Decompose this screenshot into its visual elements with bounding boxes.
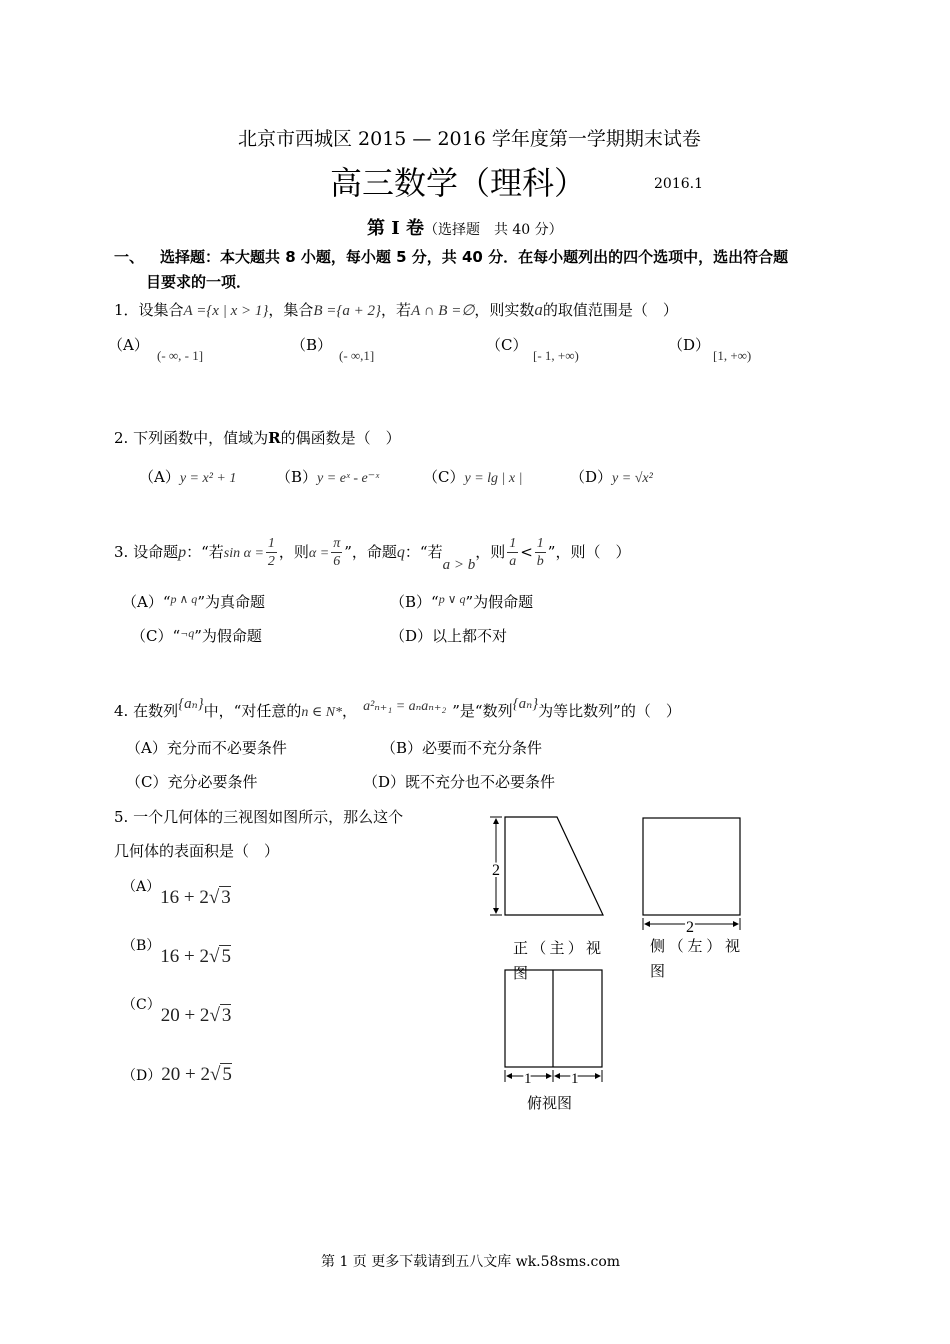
section-instruction-1: 选择题：本大题共 8 小题，每小题 5 分，共 40 分．在每小题列出的四个选项中，选出符合题: [160, 248, 789, 266]
q4-sequence: {aₙ}: [512, 696, 539, 712]
exam-date: 2016.1: [654, 176, 703, 192]
q1-text: ，若: [381, 301, 412, 319]
question-5-line-2: 几何体的表面积是（ ）: [114, 842, 280, 860]
q2-option-label: （B）: [276, 468, 318, 486]
q2-option-label: （C）: [423, 468, 465, 486]
q1-option-d-label: （D）: [668, 336, 711, 354]
fraction-denominator: 2: [267, 554, 275, 569]
q5-option-label: （D）: [122, 1068, 162, 1084]
top-view-dim-label-right: 1: [571, 1071, 579, 1087]
q3-text: ”，命题: [344, 543, 397, 561]
sqrt-sign: √: [208, 887, 220, 908]
front-view-dim-label: 2: [492, 862, 500, 879]
q4-text: 4. 在数列: [114, 702, 179, 720]
top-view-caption: 俯视图: [527, 1096, 573, 1112]
page-footer: 第 1 页 更多下载请到五八文库 wk.58sms.com: [321, 1254, 621, 1270]
q4-text: ，: [342, 702, 358, 720]
sqrt-sign: √: [209, 946, 220, 967]
fraction-denominator: a: [509, 554, 517, 569]
q3-option-label: （C）: [131, 627, 173, 645]
q3-option-symbol: p ∨ q: [438, 592, 466, 606]
side-view-shape: [643, 818, 740, 915]
fraction-numerator: 1: [509, 536, 517, 551]
q3-option-text: ”为假命题: [465, 593, 534, 611]
q3-symbol-q: q: [396, 544, 405, 561]
q3-option-text: ”为真命题: [197, 593, 265, 611]
q2-option-label: （D）: [570, 468, 613, 486]
q3-option-label: （D）: [390, 627, 433, 645]
section-label: 一、: [114, 248, 145, 266]
q4-text: ”是“数列: [452, 702, 513, 720]
fraction-numerator: 1: [267, 536, 275, 551]
q5-option-radicand: 3: [221, 887, 231, 908]
q1-set-b: B ={a + 2}: [313, 303, 382, 319]
q4-option-label: （D）: [363, 773, 406, 791]
q4-option-label: （B）: [381, 739, 423, 757]
q3-option-symbol: p ∧ q: [170, 592, 198, 606]
front-view-shape: [505, 817, 603, 915]
q3-option-text: 以上都不对: [432, 627, 508, 645]
q3-text: ，则: [278, 543, 309, 561]
q3-alpha: α =: [308, 546, 330, 561]
sqrt-sign: √: [209, 1005, 220, 1026]
question-5-line-1: 5. 一个几何体的三视图如图所示，那么这个: [114, 808, 404, 826]
q3-text: ：“若: [186, 543, 224, 561]
q4-option-value: 必要而不充分条件: [422, 739, 543, 757]
q3-text: ”，则（ ）: [547, 543, 631, 561]
q5-option-value: 20 + 2: [160, 1005, 210, 1026]
q4-option-label: （A）: [126, 739, 167, 757]
q5-option-value: 16 + 2: [160, 887, 209, 908]
q3-text: 3. 设命题: [114, 543, 179, 561]
q1-option-a-label: （A）: [108, 336, 149, 354]
q2-option-value: y = x² + 1: [179, 471, 237, 486]
q3-a-greater-b: a > b: [442, 557, 476, 573]
q3-text: ：“若: [404, 543, 443, 561]
q2-real-set: R: [268, 429, 281, 447]
q1-option-c-label: （C）: [486, 336, 528, 354]
top-view-dim-label-left: 1: [524, 1071, 532, 1087]
q5-option-value: 20 + 2: [161, 1064, 210, 1085]
q1-condition: A ∩ B =∅: [411, 303, 475, 319]
fraction-numerator: 1: [536, 536, 544, 551]
q1-option-c-value: [- 1, +∞): [533, 348, 579, 363]
q1-option-b-label: （B）: [291, 336, 333, 354]
q4-n-natural: n ∈ N*: [301, 705, 343, 720]
q3-option-label: （B）: [390, 593, 432, 611]
q1-option-a-value: (- ∞, - 1]: [157, 348, 204, 363]
side-view-dim-label: 2: [686, 919, 694, 936]
q1-option-d-value: [1, +∞): [713, 348, 752, 363]
section-instruction-2: 目要求的一项．: [146, 273, 252, 291]
q3-option-text: ”为假命题: [194, 627, 262, 645]
q5-option-radicand: 3: [221, 1005, 232, 1026]
q2-option-value: y = eˣ - e⁻ˣ: [317, 471, 380, 486]
exam-header-line: 北京市西城区 2015 — 2016 学年度第一学期期末试卷: [238, 128, 701, 150]
q5-option-radicand: 5: [222, 1064, 232, 1085]
q5-option-value: 16 + 2: [160, 946, 210, 967]
side-view-caption-1: 侧（左）视: [650, 939, 740, 955]
q5-option-label: （B）: [122, 938, 161, 954]
q4-option-value: 既不充分也不必要条件: [405, 773, 556, 791]
q1-set-a: A ={x | x > 1}: [183, 303, 269, 319]
q4-equation: a²ₙ₊₁ = aₙaₙ₊₂: [363, 699, 447, 714]
q5-option-label: （C）: [122, 997, 161, 1013]
sqrt-sign: √: [209, 1064, 221, 1085]
q4-option-label: （C）: [126, 773, 168, 791]
q2-text: 2. 下列函数中，值域为: [114, 429, 269, 447]
exam-title: 高三数学（理科）: [330, 164, 587, 202]
fraction-denominator: b: [536, 554, 544, 569]
front-view-caption-1: 正（主）视: [513, 941, 601, 957]
q2-option-value: y = √x²: [612, 471, 653, 486]
volume-note: （选择题 共 40 分）: [423, 222, 563, 238]
q3-less-than: <: [520, 543, 533, 561]
q3-text: ，则: [475, 543, 506, 561]
q2-text: 的偶函数是（ ）: [280, 429, 401, 447]
side-view-caption-2: 图: [650, 964, 666, 980]
q4-sequence: {aₙ}: [178, 696, 204, 712]
volume-title: 第 I 卷: [367, 218, 424, 239]
q4-text: 为等比数列”的（ ）: [538, 702, 681, 720]
q1-variable: a: [534, 300, 543, 319]
q1-text: ，则实数: [474, 301, 535, 319]
q1-text: 的取值范围是（ ）: [542, 301, 678, 319]
q3-option-quote: “: [162, 593, 171, 611]
fraction-numerator: π: [333, 536, 341, 551]
q4-text: 中，“对任意的: [203, 702, 302, 720]
q1-option-b-value: (- ∞,1]: [339, 348, 375, 363]
q3-symbol-p: p: [178, 544, 187, 561]
q3-sin-alpha: sin α =: [223, 546, 264, 561]
q3-option-quote: “: [431, 593, 439, 611]
front-view-caption-2: 图: [513, 966, 529, 982]
q3-option-quote: “: [172, 627, 181, 645]
q2-option-value: y = lg | x |: [464, 471, 523, 486]
fraction-denominator: 6: [333, 554, 341, 569]
q1-text: ，集合: [268, 301, 314, 319]
q3-option-symbol: ¬q: [180, 626, 195, 640]
q4-option-value: 充分而不必要条件: [166, 739, 287, 757]
q3-option-label: （A）: [122, 593, 163, 611]
q2-option-label: （A）: [139, 468, 180, 486]
q4-option-value: 充分必要条件: [167, 773, 258, 791]
q5-option-radicand: 5: [221, 946, 231, 967]
q1-text: 1．设集合: [114, 301, 184, 319]
q5-option-label: （A）: [122, 879, 161, 895]
